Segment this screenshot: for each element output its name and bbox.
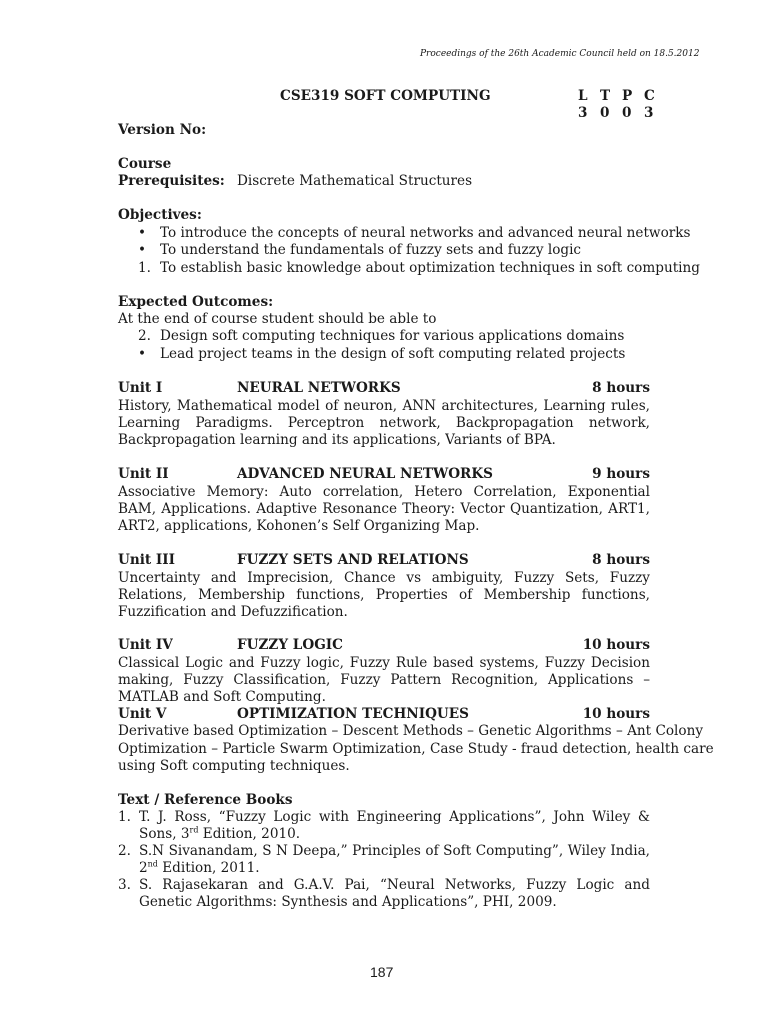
bullet-marker: •	[138, 225, 147, 241]
references-heading: Text / Reference Books	[118, 792, 293, 808]
ltpc-label-t: T	[600, 88, 612, 104]
reference-number: 2.	[118, 843, 131, 859]
unit-title: NEURAL NETWORKS	[237, 380, 401, 396]
outcome-text: Design soft computing techniques for various applications domains	[160, 328, 625, 344]
reference-text	[139, 809, 650, 843]
ltpc-value-p: 0	[622, 105, 632, 121]
reference-text-main: T. J. Ross, “Fuzzy Logic with Engineering Applications”, John Wiley & Sons, 3	[139, 809, 650, 842]
page-number: 187	[370, 964, 394, 980]
bullet-marker: •	[138, 346, 147, 362]
unit-label: Unit II	[118, 466, 169, 482]
header-note: Proceedings of the 26th Academic Council held on 18.5.2012	[420, 49, 700, 59]
unit-title: OPTIMIZATION TECHNIQUES	[237, 706, 469, 722]
unit-hours: 8 hours	[592, 380, 650, 396]
reference-text-tail: Edition, 2010.	[198, 826, 301, 842]
outcomes-heading: Expected Outcomes:	[118, 294, 274, 310]
unit-description: History, Mathematical model of neuron, ANN architectures, Learning rules, Learning Paradigms. Perceptron network, Backpropagation network, Backpropagation learning and its applications, Variants of BPA.	[118, 398, 650, 448]
version-label: Version No:	[118, 122, 207, 138]
unit-description-line: Derivative based Optimization – Descent Methods – Genetic Algorithms – Ant Colony	[118, 723, 704, 739]
prereq-label-line1: Course	[118, 156, 172, 172]
unit-hours: 9 hours	[592, 466, 650, 482]
objective-text: To introduce the concepts of neural networks and advanced neural networks	[160, 225, 691, 241]
outcomes-intro: At the end of course student should be able to	[118, 311, 437, 327]
unit-title: FUZZY LOGIC	[237, 637, 343, 653]
ltpc-value-c: 3	[644, 105, 654, 121]
ltpc-label-l: L	[578, 88, 589, 104]
prereq-label-line2: Prerequisites:	[118, 173, 225, 189]
ltpc-label-p: P	[622, 88, 634, 104]
reference-text-main: S. Rajasekaran and G.A.V. Pai, “Neural Networks, Fuzzy Logic and Genetic Algorithms: Synthesis and Applications”, PHI, 2009.	[139, 877, 650, 910]
unit-title: FUZZY SETS AND RELATIONS	[237, 552, 469, 568]
reference-text-main: S.N Sivanandam, S N Deepa,” Principles of Soft Computing”, Wiley India, 2	[139, 843, 650, 876]
ltpc-values	[578, 105, 666, 121]
ltpc-label-c: C	[644, 88, 656, 104]
reference-superscript: nd	[147, 859, 158, 869]
bullet-marker: •	[138, 242, 147, 258]
objective-text: To understand the fundamentals of fuzzy sets and fuzzy logic	[160, 242, 582, 258]
objectives-heading: Objectives:	[118, 207, 202, 223]
reference-text	[139, 877, 650, 911]
unit-label: Unit III	[118, 552, 175, 568]
outcome-text: Lead project teams in the design of soft computing related projects	[160, 346, 626, 362]
reference-text	[139, 843, 650, 877]
unit-label: Unit V	[118, 706, 167, 722]
unit-hours: 10 hours	[582, 637, 650, 653]
ltpc-value-t: 0	[600, 105, 610, 121]
unit-description: Associative Memory: Auto correlation, Hetero Correlation, Exponential BAM, Applications. Adaptive Resonance Theory: Vector Quantization, ART1, ART2, applications, Kohonen’s Self Organizing Map.	[118, 484, 650, 534]
ltpc-labels	[578, 88, 666, 104]
number-marker: 2.	[138, 328, 151, 344]
unit-label: Unit IV	[118, 637, 173, 653]
ltpc-value-l: 3	[578, 105, 588, 121]
reference-text-tail: Edition, 2011.	[157, 860, 260, 876]
unit-description-line: Optimization – Particle Swarm Optimization, Case Study - fraud detection, health care	[118, 741, 714, 757]
course-title: CSE319 SOFT COMPUTING	[280, 88, 491, 104]
unit-hours: 10 hours	[582, 706, 650, 722]
unit-label: Unit I	[118, 380, 163, 396]
unit-hours: 8 hours	[592, 552, 650, 568]
prereq-value: Discrete Mathematical Structures	[237, 173, 473, 189]
unit-description: Classical Logic and Fuzzy logic, Fuzzy Rule based systems, Fuzzy Decision making, Fuzzy Classification, Fuzzy Pattern Recognition, Applications – MATLAB and Soft Computing.	[118, 655, 650, 705]
unit-title: ADVANCED NEURAL NETWORKS	[237, 466, 493, 482]
reference-superscript: rd	[189, 825, 199, 835]
unit-description: Uncertainty and Imprecision, Chance vs ambiguity, Fuzzy Sets, Fuzzy Relations, Membership functions, Properties of Membership functions, Fuzzification and Defuzzification.	[118, 570, 650, 620]
objective-text: To establish basic knowledge about optimization techniques in soft computing	[160, 260, 700, 276]
unit-description-line: using Soft computing techniques.	[118, 758, 350, 774]
number-marker: 1.	[138, 260, 151, 276]
reference-number: 1.	[118, 809, 131, 825]
reference-number: 3.	[118, 877, 131, 893]
